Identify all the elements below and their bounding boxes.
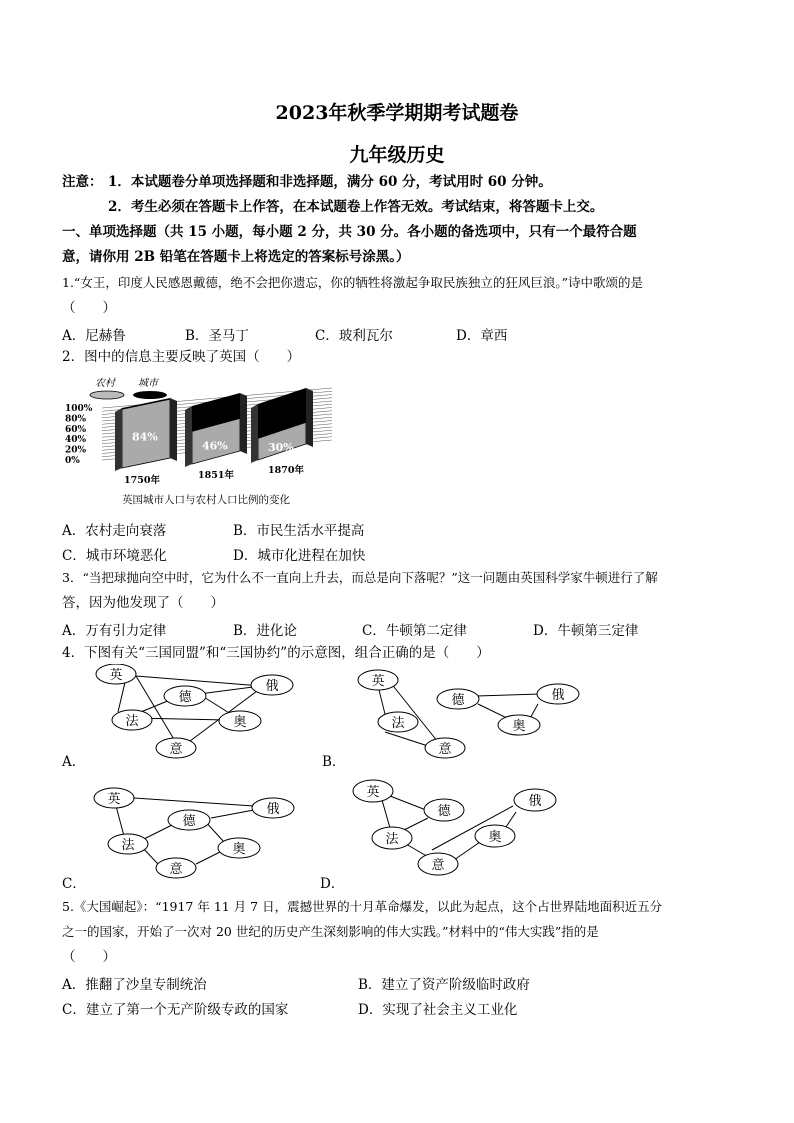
node-ao: 奥 xyxy=(512,719,526,734)
legend-rural-swatch xyxy=(90,391,124,399)
q3-stem-line1: 3．“当把球抛向空中时，它为什么不一直向上升去，而总是向下落呢？”这一问题由英国科学家牛顿进行了解 xyxy=(62,570,658,585)
y-tick-label: 60% xyxy=(65,424,87,435)
bar-data-label: 30% xyxy=(268,441,294,455)
section-heading-line1: 一、单项选择题（共 15 小题，每小题 2 分，共 30 分。各小题的备选项中，只有一个最符合题 xyxy=(62,224,637,240)
q2-option-b: B．市民生活水平提高 xyxy=(233,523,365,539)
q5-option-d: D．实现了社会主义工业化 xyxy=(358,1002,518,1018)
q1-stem-line1: 1.“女王，印度人民感恩戴德，绝不会把你遗忘，你的牺牲将激起争取民族独立的狂风巨浪。”诗中歌颂的是 xyxy=(62,275,643,290)
bar-side xyxy=(240,393,247,454)
q4-option-b: B． xyxy=(322,754,346,770)
node-ying: 英 xyxy=(366,785,380,800)
diagram-d xyxy=(348,776,583,880)
bars xyxy=(115,388,313,486)
q4-option-d: D． xyxy=(320,876,345,892)
y-tick-label: 40% xyxy=(65,435,87,446)
urban-rural-chart xyxy=(62,372,342,512)
q3-option-c: C．牛顿第二定律 xyxy=(362,623,467,639)
bar-edge xyxy=(185,406,192,467)
y-tick-label: 100% xyxy=(65,404,93,414)
q2-option-c: C．城市环境恶化 xyxy=(62,548,167,564)
node-e: 俄 xyxy=(528,794,542,809)
q4-option-c: C． xyxy=(62,876,86,892)
q5-option-a: A．推翻了沙皇专制统治 xyxy=(62,977,207,993)
legend-urban-label: 城市 xyxy=(138,378,158,389)
node-yi: 意 xyxy=(169,862,183,877)
q2-option-a: A．农村走向衰落 xyxy=(62,523,167,539)
bar-side xyxy=(170,398,177,461)
y-tick-label: 80% xyxy=(65,414,87,425)
node-de: 德 xyxy=(178,690,192,705)
section-heading-line2: 意，请你用 2B 铅笔在答题卡上将选定的答案标号涂黑。） xyxy=(62,249,410,265)
bar-data-label: 46% xyxy=(202,439,228,453)
q2-stem: 2．图中的信息主要反映了英国（ ） xyxy=(62,349,301,365)
bar-edge xyxy=(115,408,122,471)
node-ying: 英 xyxy=(371,674,385,689)
node-e: 俄 xyxy=(551,688,565,703)
legend-rural-label: 农村 xyxy=(95,378,115,389)
node-fa: 法 xyxy=(391,716,405,731)
y-tick-label: 20% xyxy=(65,445,87,456)
q5-option-c: C．建立了第一个无产阶级专政的国家 xyxy=(62,1002,289,1018)
bar-side xyxy=(306,388,313,447)
node-ao: 奥 xyxy=(232,842,246,857)
q5-stem-line3: （ ） xyxy=(62,949,116,965)
node-de: 德 xyxy=(437,804,451,819)
q3-stem-line2: 答，因为他发现了（ ） xyxy=(62,595,224,611)
page-title: 2023年秋季学期期考试题卷 xyxy=(275,102,519,124)
node-yi: 意 xyxy=(438,742,452,757)
node-yi: 意 xyxy=(169,742,183,757)
x-category-label: 1851年 xyxy=(198,470,234,481)
diagram-b xyxy=(350,666,585,762)
x-category-label: 1750年 xyxy=(124,475,160,486)
note-1: 1．本试题卷分单项选择题和非选择题，满分 60 分，考试用时 60 分钟。 xyxy=(108,174,552,190)
node-ying: 英 xyxy=(107,792,121,807)
node-yi: 意 xyxy=(431,858,445,873)
page-subtitle: 九年级历史 xyxy=(349,144,445,166)
q5-option-b: B．建立了资产阶级临时政府 xyxy=(358,977,530,993)
node-fa: 法 xyxy=(121,838,135,853)
node-ying: 英 xyxy=(109,668,123,683)
note-2: 2．考生必须在答题卡上作答，在本试题卷上作答无效。考试结束，将答题卡上交。 xyxy=(108,199,604,215)
node-fa: 法 xyxy=(385,832,399,847)
node-de: 德 xyxy=(182,814,196,829)
q4-option-a: A． xyxy=(62,754,86,770)
q2-option-d: D．城市化进程在加快 xyxy=(233,548,366,564)
legend-urban-swatch xyxy=(133,391,167,399)
bar-data-label: 84% xyxy=(132,430,158,444)
bar-edge xyxy=(251,404,258,463)
notes-label: 注意： xyxy=(62,174,103,190)
q4-stem: 4．下图有关“三国同盟”和“三国协约”的示意图，组合正确的是（ ） xyxy=(62,645,490,661)
node-ao: 奥 xyxy=(488,830,502,845)
x-category-label: 1870年 xyxy=(268,465,304,476)
q1-option-b: B．圣马丁 xyxy=(185,328,249,344)
diagram-a xyxy=(86,664,296,760)
node-e: 俄 xyxy=(265,679,279,694)
q1-option-a: A．尼赫鲁 xyxy=(62,328,126,344)
q1-stem-line2: （ ） xyxy=(62,300,116,316)
node-fa: 法 xyxy=(125,714,139,729)
node-ao: 奥 xyxy=(233,715,247,730)
chart-title: 英国城市人口与农村人口比例的变化 xyxy=(122,494,290,506)
diagram-c xyxy=(86,784,296,880)
q3-option-d: D．牛顿第三定律 xyxy=(533,623,639,639)
q5-stem-line2: 之一的国家，开始了一次对 20 世纪的历史产生深刻影响的伟大实践。”材料中的“伟大实践”指的是 xyxy=(62,924,599,939)
q1-option-c: C．玻利瓦尔 xyxy=(315,328,393,344)
y-axis-ticks xyxy=(65,404,93,466)
q5-stem-line1: 5.《大国崛起》：“1917 年 11 月 7 日，震撼世界的十月革命爆发，以此为起点，这个占世界陆地面积近五分 xyxy=(62,899,663,914)
q1-option-d: D．章西 xyxy=(456,328,508,344)
q3-option-b: B．进化论 xyxy=(233,623,297,639)
node-de: 德 xyxy=(451,693,465,708)
node-e: 俄 xyxy=(266,802,280,817)
q3-option-a: A．万有引力定律 xyxy=(62,623,167,639)
y-tick-label: 0% xyxy=(65,456,80,466)
